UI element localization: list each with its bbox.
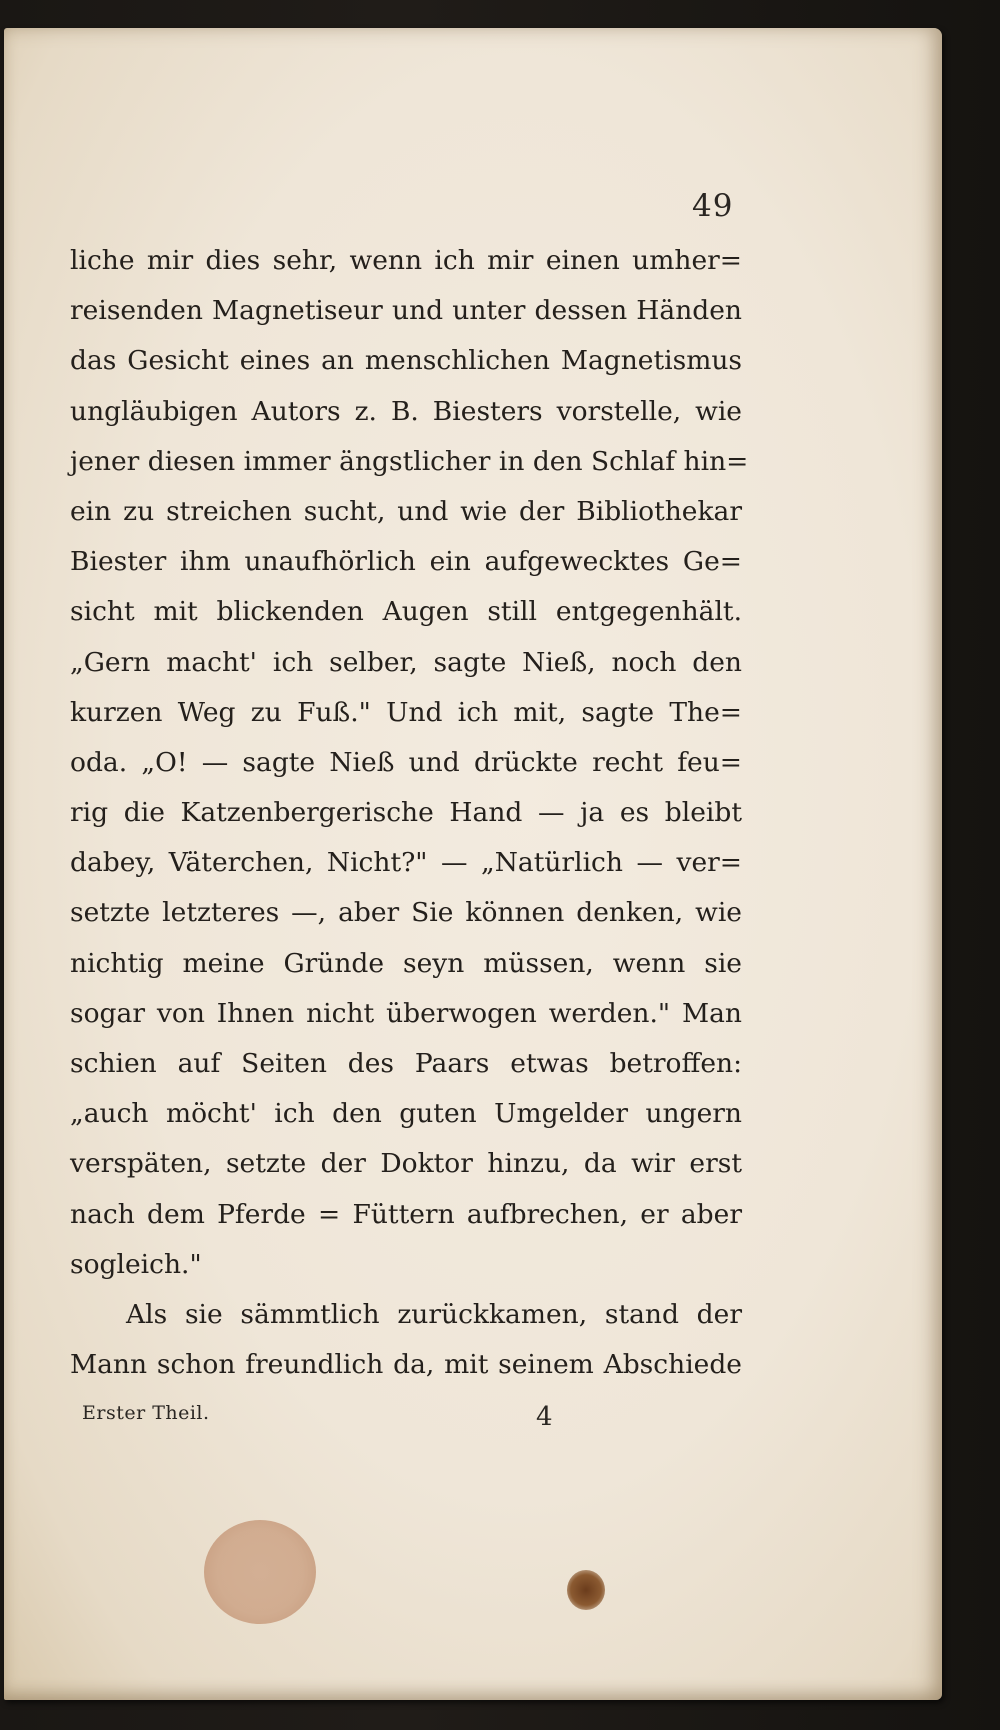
- gathering-mark: 4: [536, 1402, 553, 1432]
- body-text: [70, 236, 749, 1390]
- text-line: liche mir dies sehr, wenn ich mir einen umher=: [70, 245, 742, 276]
- page-number: 49: [692, 188, 734, 224]
- text-line: „auch möcht' ich den guten Umgelder ungern: [70, 1098, 742, 1130]
- ink-spot: [567, 1570, 605, 1610]
- paper-stain: [204, 1520, 316, 1624]
- text-line: Biester ihm unaufhörlich ein aufgewecktes Ge=: [70, 546, 742, 578]
- text-line: sogleich.": [70, 1248, 202, 1280]
- text-line: „Gern macht' ich selber, sagte Nieß, noch den: [70, 646, 742, 678]
- text-line: nichtig meine Gründe seyn müssen, wenn sie: [70, 947, 742, 979]
- text-line: sogar von Ihnen nicht überwogen werden." Man: [70, 997, 742, 1029]
- text-line: setzte letzteres —, aber Sie können denken, wie: [70, 897, 742, 929]
- text-line: nach dem Pferde = Füttern aufbrechen, er aber: [70, 1198, 742, 1230]
- text-line: dabey, Väterchen, Nicht?" — „Natürlich — ver=: [70, 847, 742, 879]
- text-line: ungläubigen Autors z. B. Biesters vorstelle, wie: [70, 395, 742, 427]
- text-line: reisenden Magnetiseur und unter dessen Händen: [70, 295, 742, 327]
- text-line: oda. „O! — sagte Nieß und drückte recht feu=: [70, 746, 742, 778]
- text-line: schien auf Seiten des Paars etwas betroffen:: [70, 1048, 742, 1079]
- text-line: verspäten, setzte der Doktor hinzu, da wir erst: [70, 1148, 742, 1180]
- book-page: [4, 28, 942, 1700]
- text-line: ein zu streichen sucht, und wie der Bibliothekar: [70, 495, 742, 527]
- signature-mark: Erster Theil.: [82, 1402, 210, 1424]
- text-line: Mann schon freundlich da, mit seinem Abschiede: [70, 1349, 742, 1381]
- text-line: sicht mit blickenden Augen still entgegenhält.: [70, 596, 742, 628]
- text-line: Als sie sämmtlich zurückkamen, stand der: [126, 1298, 742, 1330]
- text-line: jener diesen immer ängstlicher in den Schlaf hin=: [70, 445, 749, 477]
- text-line: rig die Katzenbergerische Hand — ja es bleibt: [70, 797, 742, 829]
- text-line: kurzen Weg zu Fuß." Und ich mit, sagte The=: [70, 696, 742, 728]
- text-line: das Gesicht eines an menschlichen Magnetismus: [70, 345, 742, 377]
